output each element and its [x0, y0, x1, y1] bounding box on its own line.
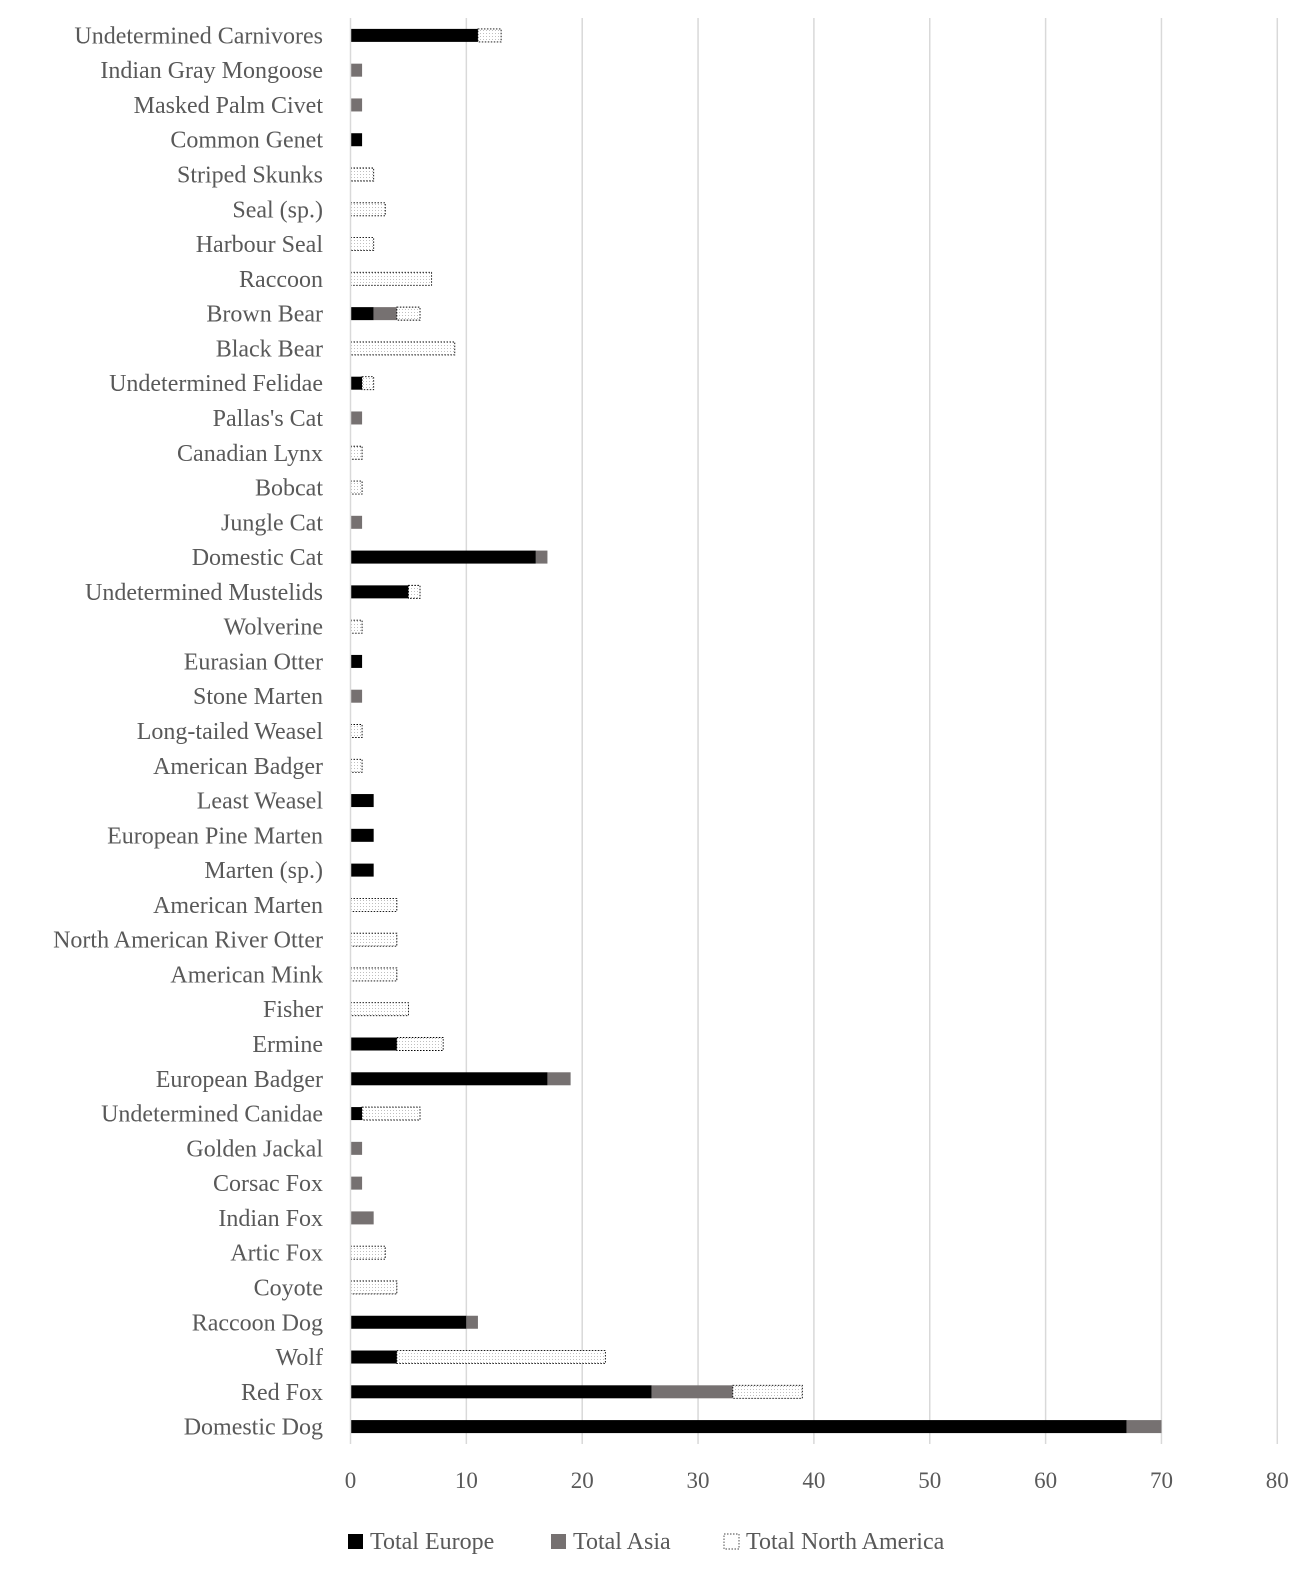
bar-total-north-america-raccoon — [351, 272, 432, 285]
x-tick-label: 70 — [1149, 1468, 1173, 1493]
bar-total-europe-undetermined-felidae — [351, 377, 363, 390]
bar-total-europe-brown-bear — [351, 307, 374, 320]
category-label: Eurasian Otter — [183, 649, 323, 676]
category-labels — [53, 23, 323, 1440]
category-label: Indian Fox — [218, 1205, 323, 1232]
category-label: Domestic Dog — [183, 1414, 323, 1441]
category-label: Jungle Cat — [221, 510, 323, 537]
bar-total-north-america-american-mink — [351, 968, 397, 981]
category-label: Striped Skunks — [176, 162, 323, 189]
bar-total-north-america-undetermined-mustelids — [408, 585, 420, 598]
category-label: Fisher — [263, 997, 323, 1024]
category-label: Pallas's Cat — [212, 405, 323, 432]
bar-total-north-america-north-american-river-otter — [351, 933, 397, 946]
x-axis-tick-labels — [345, 1468, 1289, 1493]
gridlines — [466, 18, 1277, 1444]
category-label: Common Genet — [170, 127, 323, 154]
category-label: Artic Fox — [230, 1240, 323, 1267]
category-label: Long-tailed Weasel — [136, 718, 323, 745]
legend — [348, 1529, 945, 1555]
bar-total-europe-european-pine-marten — [351, 829, 374, 842]
legend-swatch-total-north-america — [724, 1534, 739, 1549]
bar-total-asia-golden-jackal — [351, 1142, 363, 1155]
bar-total-asia-domestic-cat — [536, 551, 548, 564]
category-label: Masked Palm Civet — [133, 92, 323, 119]
bar-total-europe-undetermined-canidae — [351, 1107, 363, 1120]
bar-total-europe-undetermined-mustelids — [351, 585, 409, 598]
category-label: North American River Otter — [53, 927, 323, 954]
bar-total-europe-raccoon-dog — [351, 1316, 467, 1329]
bar-total-asia-corsac-fox — [351, 1177, 363, 1190]
bar-total-north-america-bobcat — [351, 481, 363, 494]
bar-total-north-america-red-fox — [733, 1385, 803, 1398]
bar-total-asia-european-badger — [547, 1072, 570, 1085]
bar-total-north-america-american-marten — [351, 898, 397, 911]
category-label: Undetermined Canidae — [101, 1101, 323, 1128]
category-label: Wolf — [275, 1345, 323, 1372]
bar-total-europe-common-genet — [351, 133, 363, 146]
bars — [351, 29, 1162, 1433]
category-label: American Mink — [170, 962, 323, 989]
category-label: Seal (sp.) — [232, 197, 323, 224]
bar-total-europe-wolf — [351, 1351, 397, 1364]
bar-total-europe-red-fox — [351, 1385, 652, 1398]
bar-total-asia-pallas-s-cat — [351, 411, 363, 424]
category-label: European Pine Marten — [107, 823, 323, 850]
category-label: Undetermined Carnivores — [74, 23, 323, 50]
bar-total-north-america-wolverine — [351, 620, 363, 633]
category-label: Golden Jackal — [186, 1136, 323, 1163]
category-label: Undetermined Mustelids — [85, 579, 323, 606]
x-tick-label: 50 — [918, 1468, 942, 1493]
bar-total-europe-domestic-cat — [351, 551, 536, 564]
x-tick-label: 60 — [1034, 1468, 1058, 1493]
bar-total-europe-undetermined-carnivores — [351, 29, 478, 42]
category-label: Brown Bear — [206, 301, 323, 328]
bar-total-north-america-fisher — [351, 1003, 409, 1016]
category-label: Canadian Lynx — [177, 440, 323, 467]
category-label: Harbour Seal — [195, 232, 323, 259]
bar-total-asia-red-fox — [652, 1385, 733, 1398]
bar-total-europe-marten-sp — [351, 864, 374, 877]
bar-total-north-america-american-badger — [351, 759, 363, 772]
x-tick-label: 30 — [686, 1468, 710, 1493]
bar-total-asia-brown-bear — [374, 307, 397, 320]
category-label: Domestic Cat — [191, 545, 323, 572]
bar-total-north-america-black-bear — [351, 342, 455, 355]
x-tick-label: 40 — [802, 1468, 826, 1493]
bar-total-europe-least-weasel — [351, 794, 374, 807]
category-label: Indian Gray Mongoose — [100, 58, 323, 85]
bar-total-north-america-undetermined-carnivores — [478, 29, 501, 42]
bar-total-europe-ermine — [351, 1038, 397, 1051]
bar-total-asia-raccoon-dog — [466, 1316, 478, 1329]
bar-total-north-america-canadian-lynx — [351, 446, 363, 459]
category-label: American Badger — [153, 753, 323, 780]
bar-total-north-america-undetermined-felidae — [362, 377, 374, 390]
x-tick-label: 20 — [570, 1468, 594, 1493]
bar-total-asia-masked-palm-civet — [351, 98, 363, 111]
category-label: American Marten — [153, 892, 323, 919]
category-label: European Badger — [155, 1066, 323, 1093]
category-label: Bobcat — [255, 475, 323, 502]
bar-total-north-america-brown-bear — [397, 307, 420, 320]
category-label: Corsac Fox — [213, 1171, 323, 1198]
legend-label-total-north-america: Total North America — [746, 1529, 945, 1555]
bar-total-north-america-seal-sp — [351, 203, 386, 216]
legend-label-total-europe: Total Europe — [370, 1529, 495, 1555]
category-label: Raccoon — [239, 266, 323, 293]
bar-total-asia-domestic-dog — [1127, 1420, 1162, 1433]
bar-total-north-america-long-tailed-weasel — [351, 724, 363, 737]
category-label: Stone Marten — [193, 684, 323, 711]
category-label: Coyote — [253, 1275, 323, 1302]
x-tick-label: 80 — [1265, 1468, 1289, 1493]
category-label: Raccoon Dog — [191, 1310, 323, 1337]
x-tick-label: 0 — [344, 1468, 357, 1493]
bar-total-north-america-ermine — [397, 1038, 443, 1051]
bar-total-north-america-artic-fox — [351, 1246, 386, 1259]
bar-total-north-america-wolf — [397, 1351, 606, 1364]
bar-total-europe-domestic-dog — [351, 1420, 1127, 1433]
category-label: Red Fox — [240, 1379, 323, 1406]
legend-swatch-total-europe — [348, 1534, 363, 1549]
bar-total-north-america-undetermined-canidae — [362, 1107, 420, 1120]
bar-total-north-america-striped-skunks — [351, 168, 374, 181]
bar-total-asia-stone-marten — [351, 690, 363, 703]
bar-total-asia-indian-fox — [351, 1211, 374, 1224]
bar-total-asia-indian-gray-mongoose — [351, 64, 363, 77]
bar-total-europe-eurasian-otter — [351, 655, 363, 668]
bar-total-asia-jungle-cat — [351, 516, 363, 529]
category-label: Marten (sp.) — [204, 858, 323, 885]
category-label: Least Weasel — [196, 788, 323, 815]
legend-swatch-total-asia — [551, 1534, 566, 1549]
bar-total-north-america-coyote — [351, 1281, 397, 1294]
category-label: Undetermined Felidae — [109, 371, 323, 398]
x-tick-label: 10 — [454, 1468, 478, 1493]
bar-total-north-america-harbour-seal — [351, 238, 374, 251]
category-label: Wolverine — [223, 614, 323, 641]
category-label: Ermine — [252, 1032, 323, 1059]
legend-label-total-asia: Total Asia — [573, 1529, 671, 1555]
bar-total-europe-european-badger — [351, 1072, 548, 1085]
category-label: Black Bear — [215, 336, 323, 363]
